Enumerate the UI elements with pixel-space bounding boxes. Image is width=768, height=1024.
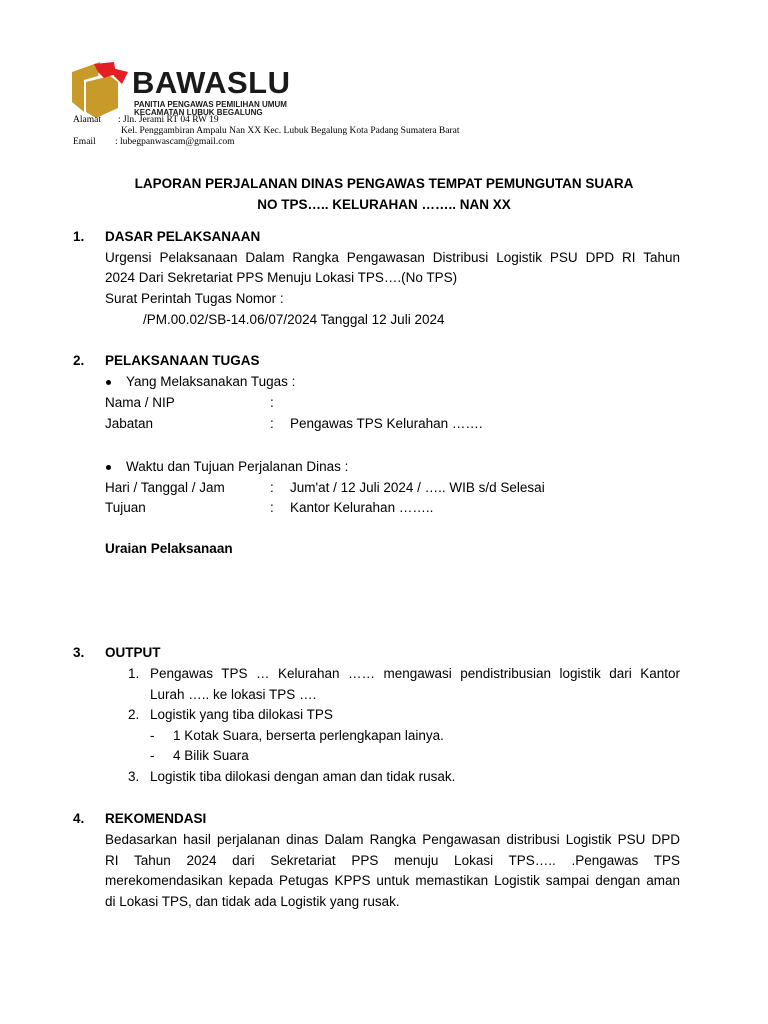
paragraph-line: Bedasarkan hasil perjalanan dinas Dalam Rangka Pengawasan distribusi Logistik PSU DPD: [105, 832, 680, 847]
list-number: 3.: [128, 769, 140, 784]
bullet-text: Waktu dan Tujuan Perjalanan Dinas :: [126, 459, 349, 474]
section-number: 2.: [73, 353, 85, 368]
org-name: BAWASLU: [132, 65, 291, 100]
field-value: Pengawas TPS Kelurahan …….: [290, 416, 483, 431]
email-label: Email: [73, 137, 96, 147]
list-item: Logistik yang tiba dilokasi TPS: [150, 707, 333, 722]
paragraph-line: di Lokasi TPS, dan tidak ada Logistik yang rusak.: [105, 894, 400, 909]
document-title: LAPORAN PERJALANAN DINAS PENGAWAS TEMPAT PEMUNGUTAN SUARA: [134, 176, 634, 191]
section-heading: REKOMENDASI: [105, 811, 207, 826]
list-item: Logistik tiba dilokasi dengan aman dan tidak rusak.: [150, 769, 456, 784]
field-label: Nama / NIP: [105, 395, 175, 410]
bullet-text: Yang Melaksanakan Tugas :: [126, 374, 296, 389]
section-number: 1.: [73, 229, 85, 244]
sub-list-item: 4 Bilik Suara: [173, 748, 249, 763]
field-colon: :: [270, 416, 274, 431]
field-colon: :: [270, 500, 274, 515]
address-line-2: Kel. Penggambiran Ampalu Nan XX Kec. Lubuk Begalung Kota Padang Sumatera Barat: [121, 126, 460, 136]
org-subtitle-1: PANITIA PENGAWAS PEMILIHAN UMUM: [134, 100, 287, 109]
field-colon: :: [270, 395, 274, 410]
bullet-icon: [106, 465, 111, 470]
document-subtitle: NO TPS….. KELURAHAN …….. NAN XX: [257, 197, 511, 212]
list-number: 2.: [128, 707, 140, 722]
org-subtitle-2: KECAMATAN LUBUK BEGALUNG: [134, 108, 263, 117]
section-heading: OUTPUT: [105, 645, 161, 660]
address-label: Alamat: [73, 115, 101, 125]
section-number: 3.: [73, 645, 85, 660]
field-value: Jum'at / 12 Juli 2024 / ….. WIB s/d Selesai: [290, 480, 545, 495]
section-number: 4.: [73, 811, 85, 826]
bawaslu-logo: [70, 62, 132, 118]
order-label: Surat Perintah Tugas Nomor :: [105, 291, 284, 306]
section-heading: DASAR PELAKSANAAN: [105, 229, 261, 244]
list-item: Pengawas TPS … Kelurahan …… mengawasi pendistribusian logistik dari Kantor: [150, 666, 680, 681]
field-label: Hari / Tanggal / Jam: [105, 480, 225, 495]
paragraph-line: Urgensi Pelaksanaan Dalam Rangka Pengawasan Distribusi Logistik PSU DPD RI Tahun: [105, 250, 680, 265]
bullet-icon: [106, 380, 111, 385]
subheading: Uraian Pelaksanaan: [105, 541, 233, 556]
list-item: Lurah ….. ke lokasi TPS ….: [150, 687, 317, 702]
field-value: Kantor Kelurahan ……..: [290, 500, 434, 515]
order-number: /PM.00.02/SB-14.06/07/2024 Tanggal 12 Juli 2024: [143, 312, 445, 327]
paragraph-line: 2024 Dari Sekretariat PPS Menuju Lokasi TPS….(No TPS): [105, 270, 458, 285]
field-label: Jabatan: [105, 416, 154, 431]
list-number: 1.: [128, 666, 140, 681]
email-value: : lubegpanwascam@gmail.com: [115, 137, 235, 147]
paragraph-line: RI Tahun 2024 dari Sekretariat PPS menuju Lokasi TPS….. .Pengawas TPS: [105, 853, 680, 868]
dash-marker: -: [150, 748, 155, 763]
address-line-1: : Jln. Jerami RT 04 RW 19: [118, 115, 219, 125]
field-label: Tujuan: [105, 500, 146, 515]
dash-marker: -: [150, 728, 155, 743]
paragraph-line: merekomendasikan kepada Petugas KPPS untuk memastikan Logistik sampai dengan aman: [105, 873, 680, 888]
section-heading: PELAKSANAAN TUGAS: [105, 353, 260, 368]
field-colon: :: [270, 480, 274, 495]
sub-list-item: 1 Kotak Suara, berserta perlengkapan lainya.: [173, 728, 444, 743]
